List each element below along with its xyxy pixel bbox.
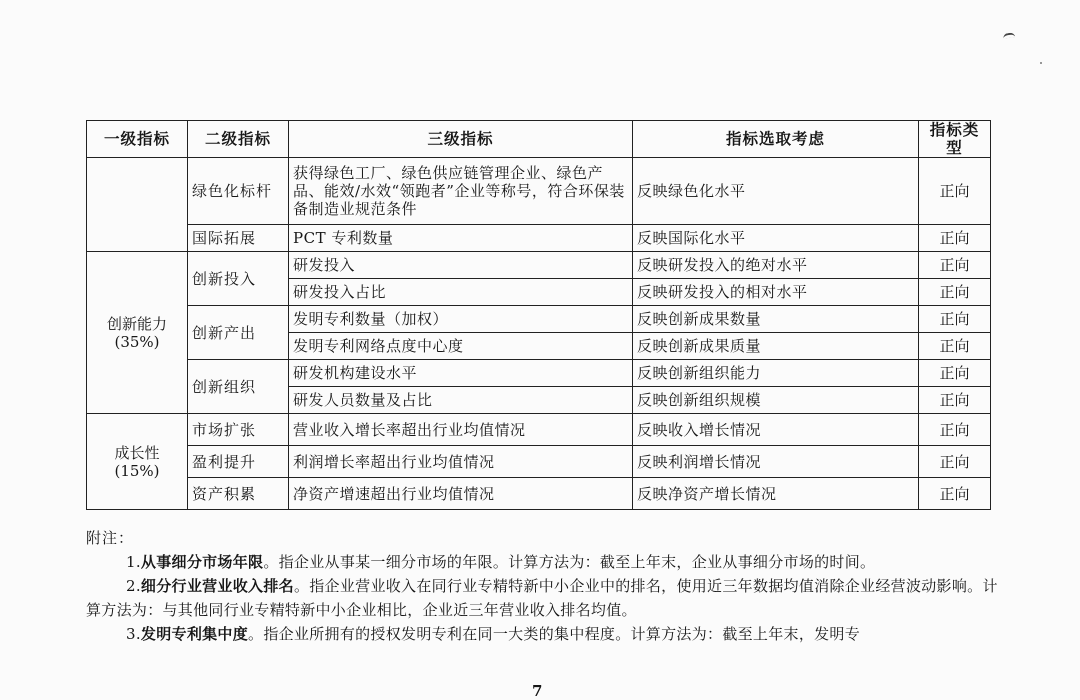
level3-cell: 利润增长率超出行业均值情况	[289, 446, 633, 478]
table-row	[87, 306, 991, 333]
table-row	[87, 252, 991, 279]
note-text: 。指企业从事某一细分市场的年限。计算方法为：截至上年末，企业从事细分市场的时间。	[263, 553, 876, 571]
note-text: 。指企业营业收入在同行业专精特新中小企业中的排名，使用近三年数据均值消除企业经营波动影响。计算方法为：与其他同行业专精特新中小企业相比，企业近三年营业收入排名均值。	[86, 577, 998, 619]
scan-dot	[1040, 62, 1042, 64]
reason-cell: 反映利润增长情况	[633, 446, 919, 478]
level3-cell: 研发人员数量及占比	[289, 387, 633, 414]
level1-weight: (35%)	[114, 332, 160, 351]
scan-mark	[1003, 32, 1016, 39]
table-row	[87, 225, 991, 252]
level3-cell: 研发机构建设水平	[289, 360, 633, 387]
header-level1: 一级指标	[87, 121, 188, 158]
page-number: 7	[532, 682, 543, 700]
level3-cell: 研发投入占比	[289, 279, 633, 306]
table-row	[87, 360, 991, 387]
type-cell: 正向	[919, 333, 991, 360]
level1-weight: (15%)	[114, 461, 160, 480]
note-term: 从事细分市场年限	[140, 553, 264, 571]
note-item	[86, 574, 1006, 622]
level3-cell: PCT 专利数量	[289, 225, 633, 252]
header-type: 指标类型	[919, 121, 991, 158]
level2-cell: 资产积累	[188, 478, 289, 510]
level2-cell: 盈利提升	[188, 446, 289, 478]
note-item	[86, 622, 1006, 646]
level2-cell: 国际拓展	[188, 225, 289, 252]
level1-name: 成长性	[114, 443, 160, 462]
notes-section	[86, 526, 1006, 646]
type-cell: 正向	[919, 225, 991, 252]
notes-heading: 附注：	[86, 529, 135, 547]
level1-cell-innovation	[87, 252, 188, 414]
level1-cell-growth	[87, 414, 188, 510]
level2-cell: 创新产出	[188, 306, 289, 360]
reason-cell: 反映创新成果数量	[633, 306, 919, 333]
level2-cell: 创新投入	[188, 252, 289, 306]
type-cell: 正向	[919, 306, 991, 333]
level3-cell: 发明专利网络点度中心度	[289, 333, 633, 360]
reason-cell: 反映研发投入的相对水平	[633, 279, 919, 306]
header-reason: 指标选取考虑	[633, 121, 919, 158]
table-row	[87, 446, 991, 478]
type-cell: 正向	[919, 387, 991, 414]
reason-cell: 反映创新成果质量	[633, 333, 919, 360]
note-text: 。指企业所拥有的授权发明专利在同一大类的集中程度。计算方法为：截至上年末，发明专	[248, 625, 861, 643]
level2-cell: 市场扩张	[188, 414, 289, 446]
type-cell: 正向	[919, 279, 991, 306]
note-number: 1.	[126, 553, 141, 571]
type-cell: 正向	[919, 478, 991, 510]
level3-cell: 净资产增速超出行业均值情况	[289, 478, 633, 510]
level3-cell: 发明专利数量（加权）	[289, 306, 633, 333]
note-number: 3.	[126, 625, 141, 643]
note-term: 细分行业营业收入排名	[140, 577, 294, 595]
reason-cell: 反映国际化水平	[633, 225, 919, 252]
level1-cell-empty	[87, 158, 188, 252]
reason-cell: 反映绿色化水平	[633, 158, 919, 225]
note-item	[86, 550, 1006, 574]
level3-cell: 营业收入增长率超出行业均值情况	[289, 414, 633, 446]
reason-cell: 反映创新组织能力	[633, 360, 919, 387]
type-cell: 正向	[919, 158, 991, 225]
level2-cell: 创新组织	[188, 360, 289, 414]
type-cell: 正向	[919, 446, 991, 478]
table-row	[87, 414, 991, 446]
note-number: 2.	[126, 577, 141, 595]
header-level3: 三级指标	[289, 121, 633, 158]
type-cell: 正向	[919, 360, 991, 387]
reason-cell: 反映创新组织规模	[633, 387, 919, 414]
indicator-table	[86, 120, 991, 510]
table-header-row	[87, 121, 991, 158]
table-row	[87, 478, 991, 510]
level3-cell: 研发投入	[289, 252, 633, 279]
reason-cell: 反映净资产增长情况	[633, 478, 919, 510]
table-row	[87, 158, 991, 225]
level3-cell: 获得绿色工厂、绿色供应链管理企业、绿色产品、能效/水效“领跑者”企业等称号，符合环保装备制造业规范条件	[289, 158, 633, 225]
type-cell: 正向	[919, 414, 991, 446]
reason-cell: 反映研发投入的绝对水平	[633, 252, 919, 279]
type-cell: 正向	[919, 252, 991, 279]
note-term: 发明专利集中度	[140, 625, 249, 643]
level2-cell: 绿色化标杆	[188, 158, 289, 225]
level1-name: 创新能力	[106, 314, 167, 333]
reason-cell: 反映收入增长情况	[633, 414, 919, 446]
header-level2: 二级指标	[188, 121, 289, 158]
